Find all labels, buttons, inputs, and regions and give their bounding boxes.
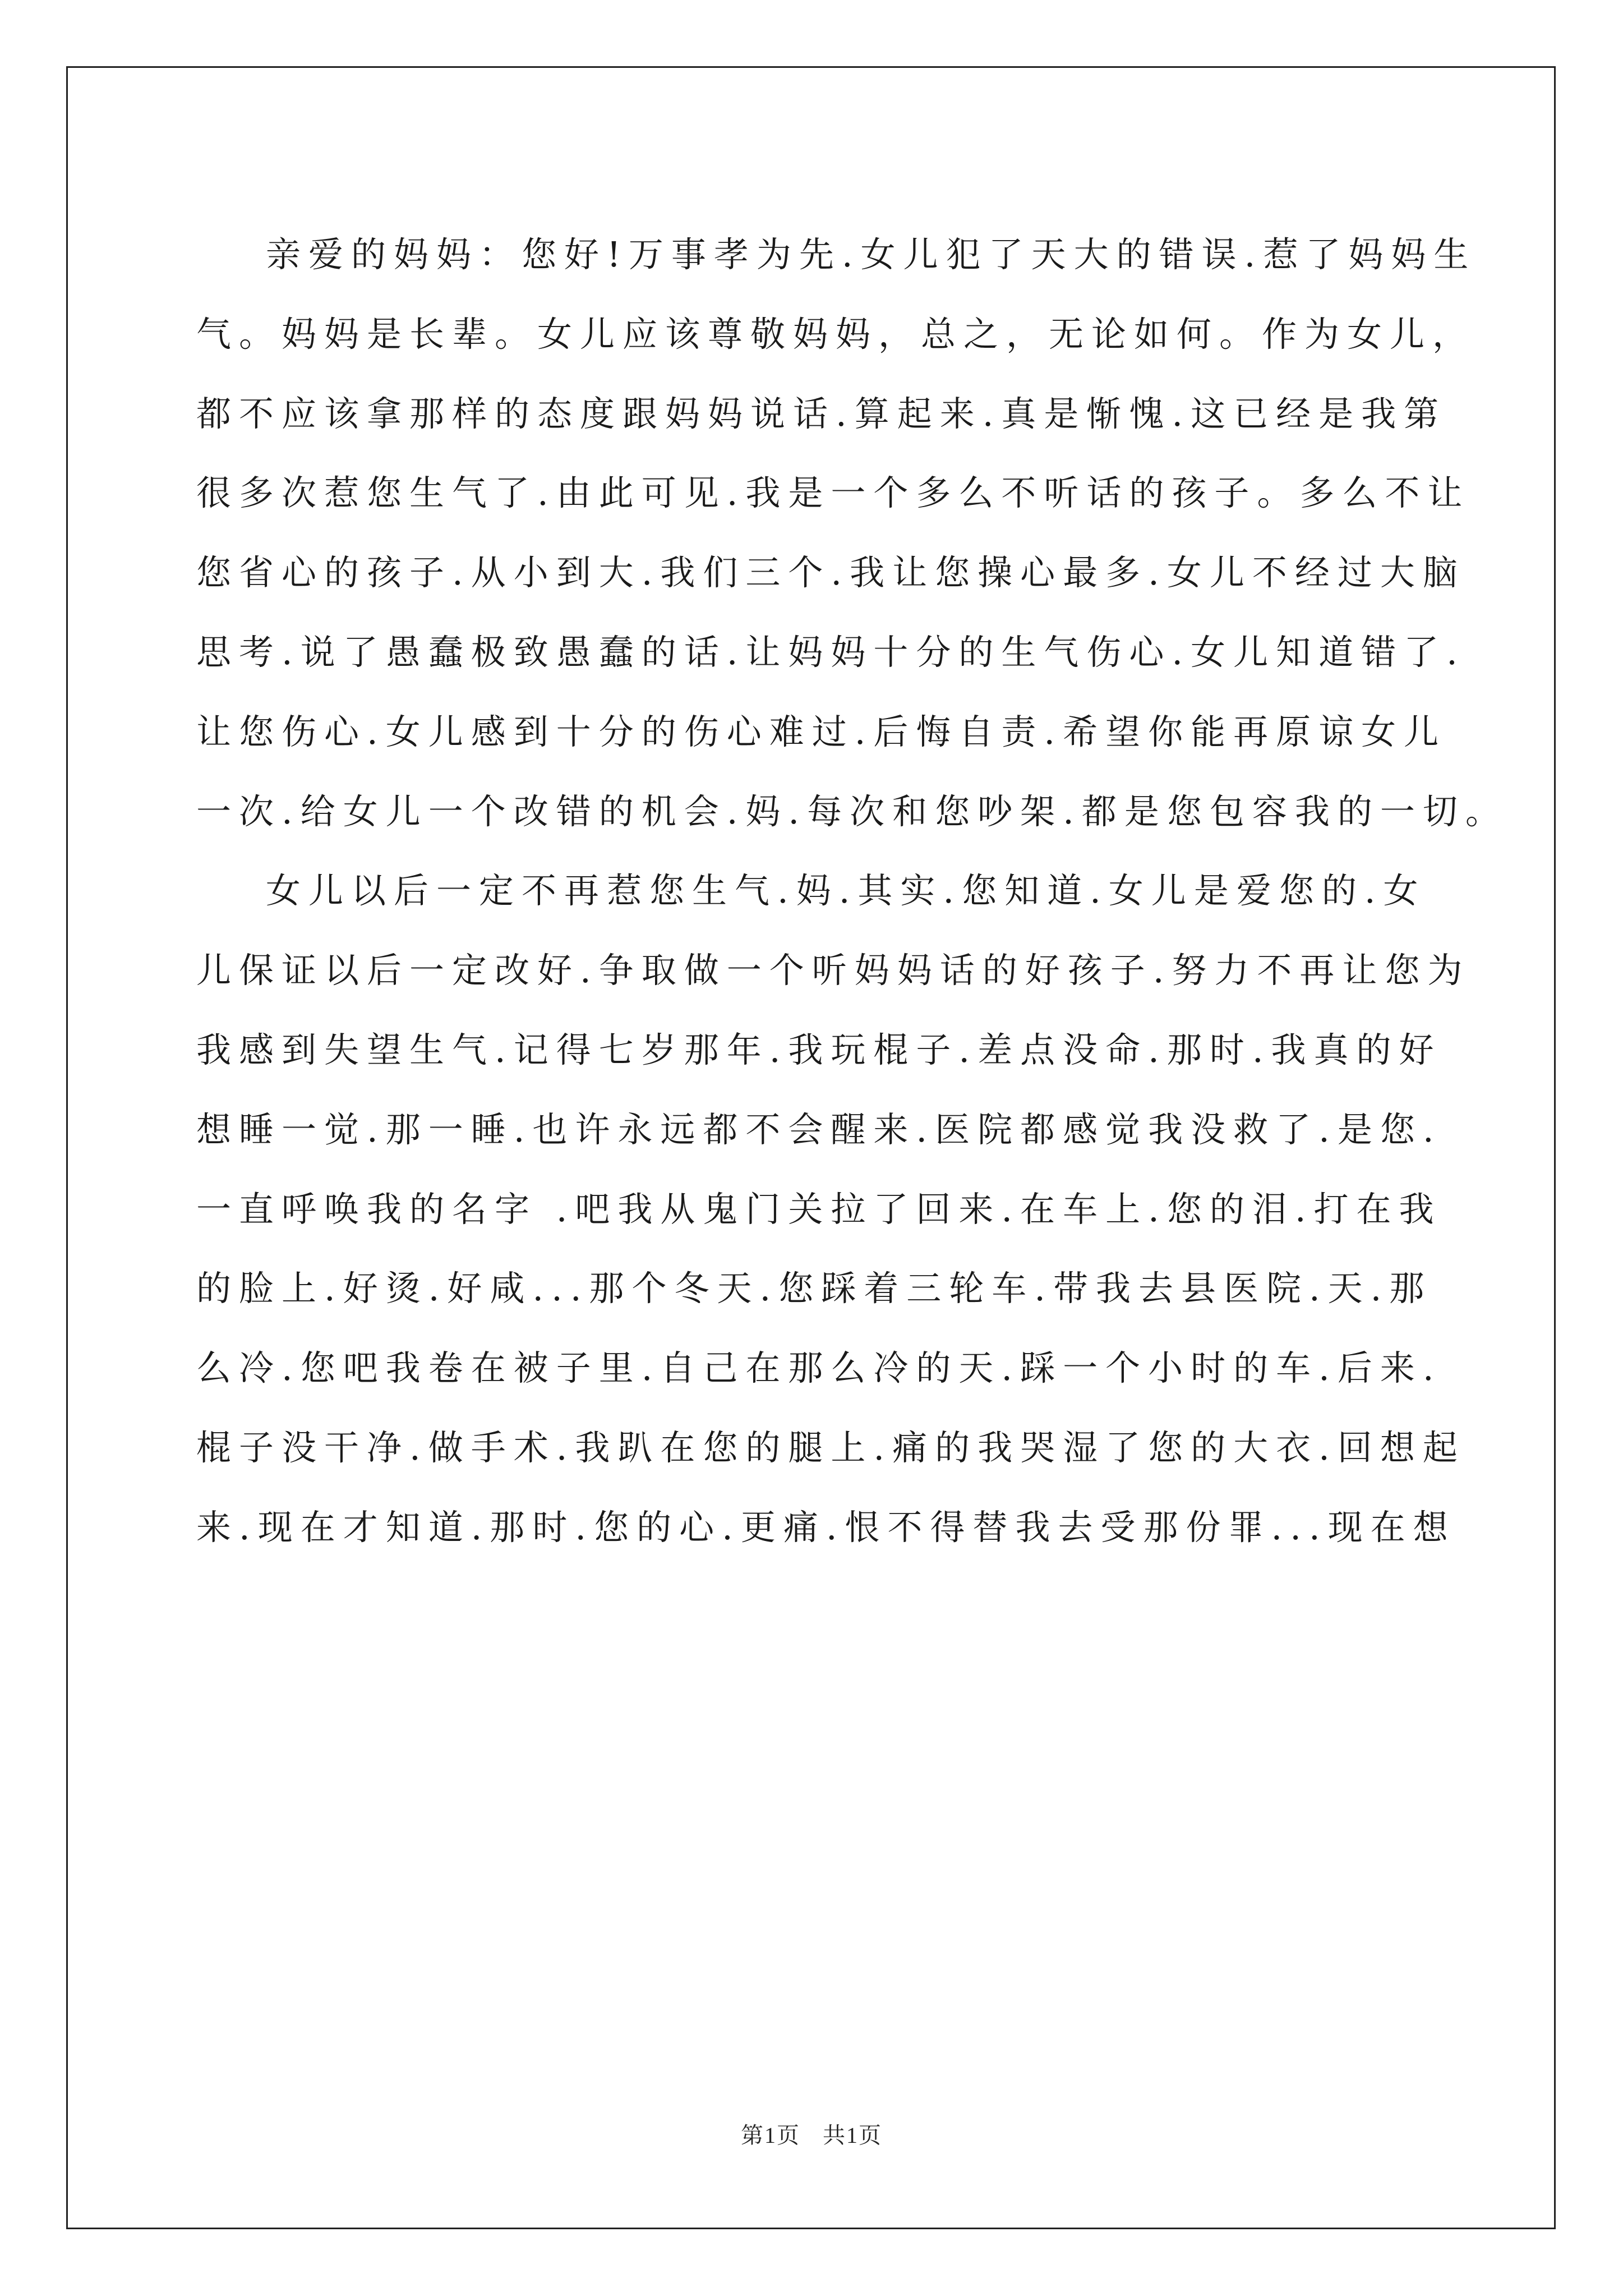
text-line: 让您伤心.女儿感到十分的伤心难过.后悔自责.希望你能再原谅女儿 xyxy=(196,711,1447,752)
page-footer xyxy=(0,2122,1623,2149)
paragraph-1 xyxy=(196,215,1508,851)
text-line: 棍子没干净.做手术.我趴在您的腿上.痛的我哭湿了您的大衣.回想起 xyxy=(196,1427,1465,1468)
text-line: 儿保证以后一定改好.争取做一个听妈妈话的好孩子.努力不再让您为 xyxy=(196,950,1470,991)
text-line: 一次.给女儿一个改错的机会.妈.每次和您吵架.都是您包容我的一切。 xyxy=(196,790,1508,832)
text-line: 的脸上.好烫.好咸...那个冬天.您踩着三轮车.带我去县医院.天.那 xyxy=(196,1268,1432,1309)
text-line: 想睡一觉.那一睡.也许永远都不会醒来.医院都感觉我没救了.是您. xyxy=(196,1108,1442,1150)
text-line: 来.现在才知道.那时.您的心.更痛.恨不得替我去受那份罪...现在想 xyxy=(196,1506,1456,1548)
text-line: 思考.说了愚蠢极致愚蠢的话.让妈妈十分的生气伤心.女儿知道错了. xyxy=(196,631,1465,673)
text-line: 么冷.您吧我卷在被子里.自己在那么冷的天.踩一个小时的车.后来. xyxy=(196,1347,1442,1389)
paragraph-2 xyxy=(196,851,1470,1567)
text-line: 一直呼唤我的名字 .吧我从鬼门关拉了回来.在车上.您的泪.打在我 xyxy=(196,1188,1442,1230)
text-line: 您省心的孩子.从小到大.我们三个.我让您操心最多.女儿不经过大脑 xyxy=(196,552,1465,593)
text-line: 很多次惹您生气了.由此可见.我是一个多么不听话的孩子。多么不让 xyxy=(196,472,1470,514)
page-number: 第1页 xyxy=(741,2123,800,2148)
text-line: 亲爱的妈妈：您好!万事孝为先.女儿犯了天大的错误.惹了妈妈生 xyxy=(266,234,1477,275)
text-line: 都不应该拿那样的态度跟妈妈说话.算起来.真是惭愧.这已经是我第 xyxy=(196,393,1447,434)
text-line: 我感到失望生气.记得七岁那年.我玩棍子.差点没命.那时.我真的好 xyxy=(196,1029,1442,1070)
text-line: 气。妈妈是长辈。女儿应该尊敬妈妈，总之，无论如何。作为女儿， xyxy=(196,313,1476,355)
letter-body xyxy=(196,215,1508,1567)
text-line: 女儿以后一定不再惹您生气.妈.其实.您知道.女儿是爱您的.女 xyxy=(266,870,1426,912)
page-total: 共1页 xyxy=(823,2123,882,2148)
